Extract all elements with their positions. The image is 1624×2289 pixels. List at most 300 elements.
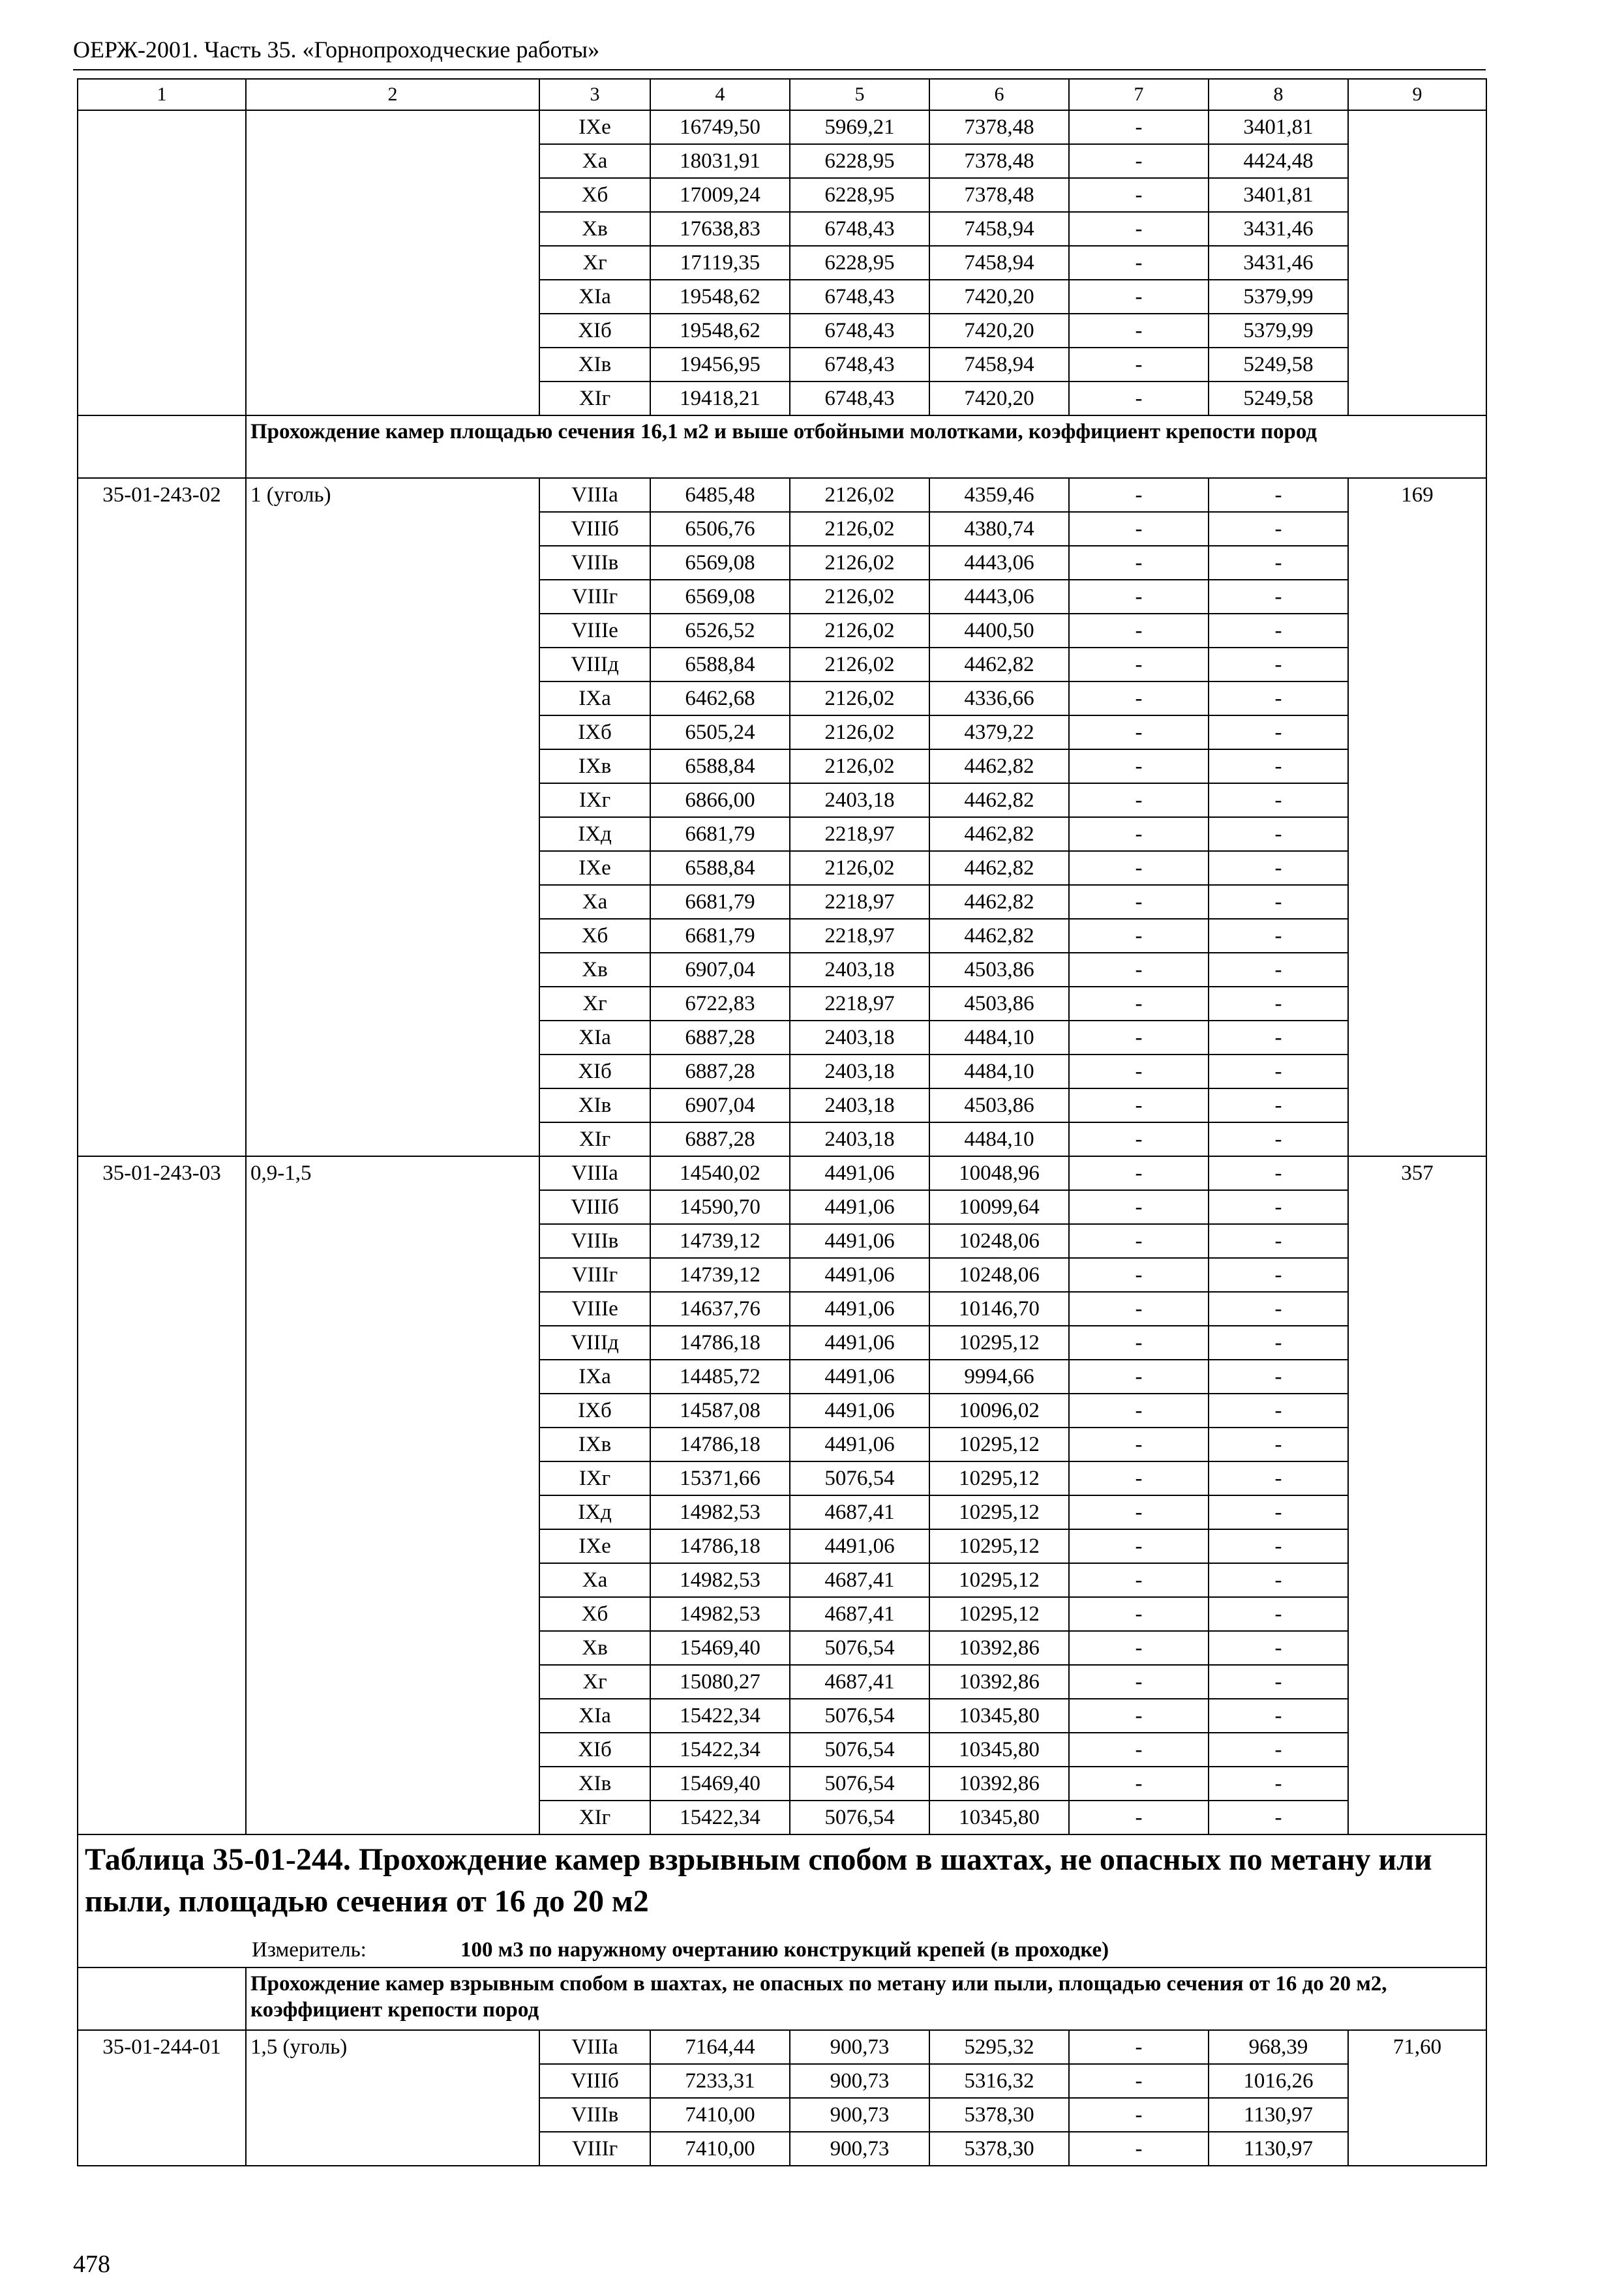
value-cell: 1130,97	[1209, 2132, 1348, 2166]
value-cell: 15469,40	[650, 1767, 790, 1801]
value-cell: 2126,02	[790, 512, 929, 546]
code-cell	[78, 614, 246, 648]
table-row	[78, 2030, 1486, 2064]
value-cell: -	[1069, 1190, 1209, 1224]
value-cell: -	[1069, 987, 1209, 1021]
value-cell: -	[1069, 648, 1209, 681]
table-row	[78, 1597, 1486, 1631]
value-cell: VIIIб	[539, 1190, 650, 1224]
value-cell: -	[1209, 1767, 1348, 1801]
page-header: ОЕРЖ-2001. Часть 35. «Горнопроходческие работы»	[73, 37, 600, 63]
value-cell: 6228,95	[790, 246, 929, 280]
value-cell: Xб	[539, 919, 650, 953]
value-cell: -	[1069, 580, 1209, 614]
value-cell: -	[1069, 715, 1209, 749]
value-cell: 6887,28	[650, 1122, 790, 1156]
code-cell	[78, 953, 246, 987]
code-cell	[78, 851, 246, 885]
rates-table	[77, 78, 1487, 2166]
value-cell: 15371,66	[650, 1461, 790, 1495]
value-cell: -	[1209, 1122, 1348, 1156]
table-row	[78, 382, 1486, 415]
col9-cell	[1348, 1801, 1486, 1834]
table-row	[78, 1767, 1486, 1801]
col9-cell	[1348, 1529, 1486, 1563]
value-cell: -	[1209, 614, 1348, 648]
value-cell: Xг	[539, 987, 650, 1021]
value-cell: -	[1069, 953, 1209, 987]
value-cell: IXе	[539, 1529, 650, 1563]
value-cell: VIIIг	[539, 580, 650, 614]
col9-cell	[1348, 1088, 1486, 1122]
value-cell: -	[1209, 1529, 1348, 1563]
col9-cell	[1348, 783, 1486, 817]
col9-cell	[1348, 1461, 1486, 1495]
table-heading-row	[78, 1834, 1486, 1933]
value-cell: 10295,12	[929, 1495, 1069, 1529]
value-cell: -	[1069, 144, 1209, 178]
param-cell	[246, 1495, 539, 1529]
value-cell: -	[1209, 648, 1348, 681]
value-cell: 2126,02	[790, 614, 929, 648]
value-cell: 15422,34	[650, 1801, 790, 1834]
value-cell: -	[1069, 246, 1209, 280]
value-cell: 14739,12	[650, 1258, 790, 1292]
section-title-row	[78, 1967, 1486, 2030]
code-cell	[78, 546, 246, 580]
value-cell: 14786,18	[650, 1529, 790, 1563]
code-cell	[78, 1733, 246, 1767]
value-cell: -	[1069, 749, 1209, 783]
value-cell: 17638,83	[650, 212, 790, 246]
value-cell: 10295,12	[929, 1428, 1069, 1461]
table-row	[78, 1021, 1486, 1055]
value-cell: -	[1069, 1258, 1209, 1292]
value-cell: -	[1209, 1801, 1348, 1834]
measurer-text: 100 м3 по наружному очертанию конструкций крепей (в проходке)	[460, 1938, 1109, 1962]
value-cell: 2126,02	[790, 648, 929, 681]
value-cell: -	[1209, 681, 1348, 715]
value-cell: VIIIб	[539, 512, 650, 546]
value-cell: IXг	[539, 1461, 650, 1495]
param-cell	[246, 1631, 539, 1665]
code-cell	[78, 1665, 246, 1699]
table-row	[78, 246, 1486, 280]
value-cell: 4443,06	[929, 580, 1069, 614]
value-cell: 4400,50	[929, 614, 1069, 648]
col9-cell	[1348, 953, 1486, 987]
value-cell: 4491,06	[790, 1156, 929, 1190]
col9-cell: 71,60	[1348, 2030, 1486, 2064]
value-cell: 4462,82	[929, 919, 1069, 953]
value-cell: IXб	[539, 1394, 650, 1428]
value-cell: 10146,70	[929, 1292, 1069, 1326]
value-cell: 10295,12	[929, 1461, 1069, 1495]
value-cell: -	[1069, 348, 1209, 382]
value-cell: 5076,54	[790, 1699, 929, 1733]
value-cell: -	[1069, 1021, 1209, 1055]
col9-cell	[1348, 749, 1486, 783]
code-cell	[78, 1224, 246, 1258]
value-cell: -	[1209, 1224, 1348, 1258]
col9-cell	[1348, 1597, 1486, 1631]
table-row	[78, 1326, 1486, 1360]
value-cell: 2218,97	[790, 987, 929, 1021]
value-cell: 5249,58	[1209, 348, 1348, 382]
column-number: 3	[539, 79, 650, 110]
value-cell: VIIIг	[539, 2132, 650, 2166]
value-cell: IXе	[539, 110, 650, 144]
value-cell: 4462,82	[929, 851, 1069, 885]
value-cell: 900,73	[790, 2098, 929, 2132]
value-cell: -	[1069, 1801, 1209, 1834]
param-cell	[246, 953, 539, 987]
value-cell: -	[1069, 110, 1209, 144]
code-cell	[78, 1631, 246, 1665]
param-cell	[246, 1360, 539, 1394]
value-cell: 4379,22	[929, 715, 1069, 749]
value-cell: 10295,12	[929, 1529, 1069, 1563]
value-cell: -	[1069, 1360, 1209, 1394]
value-cell: 7458,94	[929, 246, 1069, 280]
param-cell	[246, 1563, 539, 1597]
code-cell	[78, 1326, 246, 1360]
value-cell: XIг	[539, 382, 650, 415]
code-cell	[78, 1428, 246, 1461]
value-cell: Xв	[539, 953, 650, 987]
value-cell: 4359,46	[929, 478, 1069, 512]
value-cell: 4503,86	[929, 987, 1069, 1021]
col9-cell	[1348, 546, 1486, 580]
value-cell: Xа	[539, 1563, 650, 1597]
value-cell: 2403,18	[790, 1088, 929, 1122]
value-cell: -	[1209, 546, 1348, 580]
col9-cell	[1348, 382, 1486, 415]
value-cell: XIб	[539, 1055, 650, 1088]
value-cell: 19418,21	[650, 382, 790, 415]
column-number: 1	[78, 79, 246, 110]
code-cell	[78, 1394, 246, 1428]
param-cell: 1 (уголь)	[246, 478, 539, 512]
value-cell: VIIIе	[539, 1292, 650, 1326]
value-cell: 14590,70	[650, 1190, 790, 1224]
table-row	[78, 614, 1486, 648]
col9-cell	[1348, 246, 1486, 280]
code-cell	[78, 987, 246, 1021]
param-cell	[246, 885, 539, 919]
value-cell: 10295,12	[929, 1326, 1069, 1360]
code-cell: 35-01-243-03	[78, 1156, 246, 1190]
table-row	[78, 512, 1486, 546]
value-cell: VIIIа	[539, 478, 650, 512]
table-row	[78, 1563, 1486, 1597]
value-cell: 6748,43	[790, 314, 929, 348]
table-row	[78, 1495, 1486, 1529]
value-cell: 6526,52	[650, 614, 790, 648]
code-cell	[78, 1190, 246, 1224]
value-cell: -	[1069, 1394, 1209, 1428]
table-row	[78, 885, 1486, 919]
column-number: 2	[246, 79, 539, 110]
measurer-row	[78, 1933, 1486, 1967]
value-cell: 4687,41	[790, 1563, 929, 1597]
value-cell: 14982,53	[650, 1563, 790, 1597]
value-cell: Xг	[539, 246, 650, 280]
value-cell: 2218,97	[790, 817, 929, 851]
page-number: 478	[73, 2251, 110, 2278]
value-cell: 14540,02	[650, 1156, 790, 1190]
code-cell	[78, 314, 246, 348]
table-heading: Таблица 35-01-244. Прохождение камер взрывным спобом в шахтах, не опасных по метану или пыли, площадью сечения от 16 до 20 м2	[78, 1834, 1486, 1933]
value-cell: 14786,18	[650, 1326, 790, 1360]
value-cell: 18031,91	[650, 144, 790, 178]
param-cell: 1,5 (уголь)	[246, 2030, 539, 2064]
value-cell: 4687,41	[790, 1495, 929, 1529]
value-cell: -	[1209, 1665, 1348, 1699]
value-cell: 7410,00	[650, 2098, 790, 2132]
table-row	[78, 1292, 1486, 1326]
code-cell	[78, 885, 246, 919]
value-cell: 6569,08	[650, 546, 790, 580]
value-cell: 14982,53	[650, 1597, 790, 1631]
value-cell: XIв	[539, 1767, 650, 1801]
value-cell: 10345,80	[929, 1699, 1069, 1733]
value-cell: -	[1209, 1563, 1348, 1597]
value-cell: -	[1069, 212, 1209, 246]
table-row	[78, 1258, 1486, 1292]
col9-cell: 357	[1348, 1156, 1486, 1190]
col9-cell	[1348, 1767, 1486, 1801]
value-cell: 6506,76	[650, 512, 790, 546]
column-number-row	[78, 79, 1486, 110]
value-cell: XIа	[539, 1699, 650, 1733]
value-cell: 4491,06	[790, 1258, 929, 1292]
value-cell: 10345,80	[929, 1801, 1069, 1834]
col9-cell	[1348, 715, 1486, 749]
value-cell: 7378,48	[929, 144, 1069, 178]
table-row	[78, 987, 1486, 1021]
param-cell	[246, 2098, 539, 2132]
value-cell: 900,73	[790, 2132, 929, 2166]
param-cell	[246, 580, 539, 614]
measurer	[78, 1933, 1486, 1967]
value-cell: XIб	[539, 314, 650, 348]
param-cell	[246, 1224, 539, 1258]
value-cell: 19548,62	[650, 314, 790, 348]
col9-cell	[1348, 1292, 1486, 1326]
code-cell: 35-01-244-01	[78, 2030, 246, 2064]
table-row	[78, 2064, 1486, 2098]
value-cell: 3401,81	[1209, 178, 1348, 212]
param-cell	[246, 178, 539, 212]
param-cell	[246, 1292, 539, 1326]
value-cell: -	[1209, 1597, 1348, 1631]
value-cell: 14485,72	[650, 1360, 790, 1394]
code-cell	[78, 1258, 246, 1292]
value-cell: 10392,86	[929, 1631, 1069, 1665]
code-cell	[78, 1461, 246, 1495]
value-cell: 14637,76	[650, 1292, 790, 1326]
col9-cell	[1348, 1495, 1486, 1529]
col9-cell	[1348, 314, 1486, 348]
code-cell	[78, 1801, 246, 1834]
value-cell: -	[1069, 1665, 1209, 1699]
value-cell: 4424,48	[1209, 144, 1348, 178]
code-cell	[78, 1967, 246, 2030]
value-cell: -	[1209, 478, 1348, 512]
value-cell: 10099,64	[929, 1190, 1069, 1224]
value-cell: -	[1069, 546, 1209, 580]
code-cell	[78, 919, 246, 953]
code-cell	[78, 2098, 246, 2132]
col9-cell	[1348, 1631, 1486, 1665]
table-row	[78, 1665, 1486, 1699]
value-cell: 7233,31	[650, 2064, 790, 2098]
param-cell	[246, 1801, 539, 1834]
code-cell	[78, 382, 246, 415]
col9-cell	[1348, 1733, 1486, 1767]
param-cell	[246, 1122, 539, 1156]
param-cell	[246, 1055, 539, 1088]
table-row	[78, 1461, 1486, 1495]
value-cell: -	[1209, 1699, 1348, 1733]
code-cell	[78, 2132, 246, 2166]
table-row	[78, 1360, 1486, 1394]
table-row	[78, 1801, 1486, 1834]
value-cell: -	[1209, 1258, 1348, 1292]
value-cell: 7378,48	[929, 178, 1069, 212]
table-row	[78, 1190, 1486, 1224]
value-cell: -	[1069, 478, 1209, 512]
value-cell: -	[1069, 817, 1209, 851]
value-cell: -	[1209, 1055, 1348, 1088]
value-cell: 6569,08	[650, 580, 790, 614]
value-cell: 4687,41	[790, 1665, 929, 1699]
value-cell: 4380,74	[929, 512, 1069, 546]
value-cell: 6485,48	[650, 478, 790, 512]
value-cell: IXв	[539, 749, 650, 783]
param-cell	[246, 1394, 539, 1428]
value-cell: -	[1069, 885, 1209, 919]
value-cell: 5076,54	[790, 1461, 929, 1495]
value-cell: 5378,30	[929, 2132, 1069, 2166]
value-cell: 10295,12	[929, 1597, 1069, 1631]
table-row	[78, 919, 1486, 953]
code-cell	[78, 1767, 246, 1801]
value-cell: -	[1069, 1461, 1209, 1495]
value-cell: -	[1209, 783, 1348, 817]
value-cell: VIIIв	[539, 2098, 650, 2132]
value-cell: 6866,00	[650, 783, 790, 817]
param-cell	[246, 614, 539, 648]
value-cell: -	[1209, 512, 1348, 546]
value-cell: 15469,40	[650, 1631, 790, 1665]
col9-cell	[1348, 1360, 1486, 1394]
measurer-label: Измеритель:	[252, 1938, 367, 1962]
value-cell: -	[1069, 2132, 1209, 2166]
value-cell: 19456,95	[650, 348, 790, 382]
code-cell	[78, 512, 246, 546]
col9-cell	[1348, 212, 1486, 246]
value-cell: 5076,54	[790, 1733, 929, 1767]
value-cell: 4462,82	[929, 648, 1069, 681]
col9-cell	[1348, 2132, 1486, 2166]
code-cell	[78, 1699, 246, 1733]
code-cell	[78, 749, 246, 783]
value-cell: 3431,46	[1209, 246, 1348, 280]
code-cell	[78, 415, 246, 478]
value-cell: VIIIв	[539, 546, 650, 580]
param-cell	[246, 648, 539, 681]
value-cell: 4484,10	[929, 1021, 1069, 1055]
section-title-row	[78, 415, 1486, 478]
value-cell: -	[1069, 1563, 1209, 1597]
value-cell: 19548,62	[650, 280, 790, 314]
code-cell	[78, 1122, 246, 1156]
col9-cell	[1348, 817, 1486, 851]
table-row	[78, 314, 1486, 348]
table-row	[78, 953, 1486, 987]
code-cell	[78, 246, 246, 280]
value-cell: -	[1069, 1292, 1209, 1326]
value-cell: 4462,82	[929, 783, 1069, 817]
value-cell: 6681,79	[650, 919, 790, 953]
value-cell: 1130,97	[1209, 2098, 1348, 2132]
value-cell: 10295,12	[929, 1563, 1069, 1597]
value-cell: IXа	[539, 681, 650, 715]
value-cell: -	[1069, 1326, 1209, 1360]
col9-cell	[1348, 919, 1486, 953]
value-cell: 6505,24	[650, 715, 790, 749]
value-cell: -	[1069, 1122, 1209, 1156]
value-cell: 4462,82	[929, 885, 1069, 919]
col9-cell	[1348, 1699, 1486, 1733]
value-cell: -	[1069, 1767, 1209, 1801]
table-row	[78, 1428, 1486, 1461]
table-row	[78, 1055, 1486, 1088]
value-cell: IXе	[539, 851, 650, 885]
value-cell: 7420,20	[929, 314, 1069, 348]
param-cell	[246, 783, 539, 817]
col9-cell	[1348, 614, 1486, 648]
value-cell: -	[1069, 783, 1209, 817]
value-cell: -	[1209, 1733, 1348, 1767]
value-cell: 4462,82	[929, 749, 1069, 783]
param-cell	[246, 2064, 539, 2098]
table-row	[78, 1631, 1486, 1665]
value-cell: Xа	[539, 144, 650, 178]
value-cell: -	[1209, 715, 1348, 749]
value-cell: 4491,06	[790, 1394, 929, 1428]
value-cell: 4336,66	[929, 681, 1069, 715]
value-cell: -	[1069, 314, 1209, 348]
value-cell: 7410,00	[650, 2132, 790, 2166]
value-cell: 6887,28	[650, 1021, 790, 1055]
param-cell	[246, 1258, 539, 1292]
col9-cell	[1348, 512, 1486, 546]
value-cell: 6907,04	[650, 1088, 790, 1122]
value-cell: 10248,06	[929, 1224, 1069, 1258]
col9-cell	[1348, 280, 1486, 314]
param-cell	[246, 1021, 539, 1055]
value-cell: -	[1209, 817, 1348, 851]
col9-cell	[1348, 681, 1486, 715]
value-cell: 2403,18	[790, 783, 929, 817]
value-cell: 4484,10	[929, 1055, 1069, 1088]
col9-cell	[1348, 2098, 1486, 2132]
code-cell	[78, 2064, 246, 2098]
param-cell	[246, 314, 539, 348]
